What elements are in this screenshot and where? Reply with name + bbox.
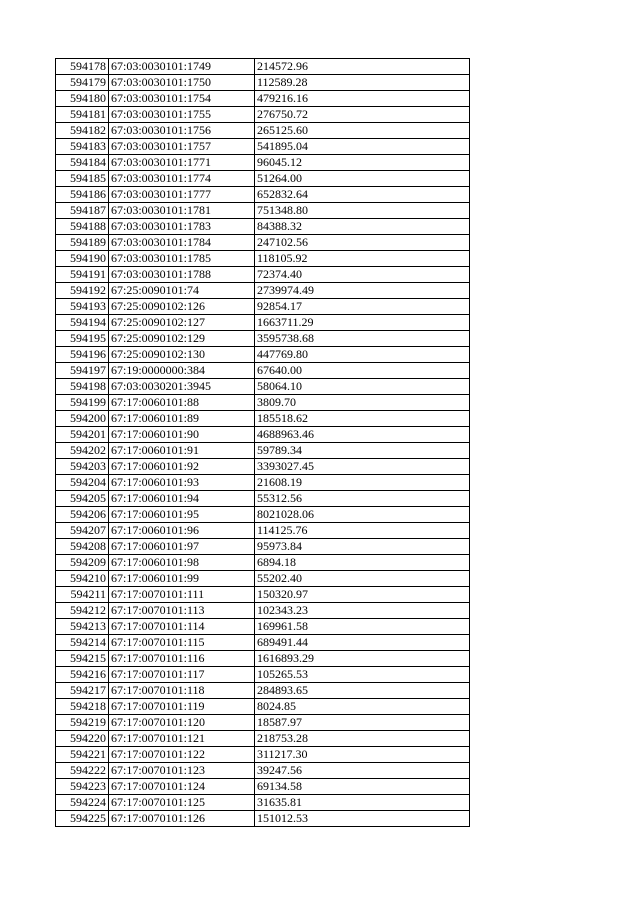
table-row [56,91,470,107]
cell-cadastral-number: 67:25:0090102:129 [109,331,255,347]
table-row [56,283,470,299]
cell-row-number: 594223 [56,779,109,795]
cell-row-number: 594178 [56,59,109,75]
cell-row-number: 594220 [56,731,109,747]
cell-cadastral-number: 67:17:0070101:122 [109,747,255,763]
cell-row-number: 594199 [56,395,109,411]
cell-row-number: 594196 [56,347,109,363]
table-row [56,731,470,747]
cell-value: 118105.92 [255,251,470,267]
cell-value: 284893.65 [255,683,470,699]
cell-row-number: 594214 [56,635,109,651]
cell-value: 3595738.68 [255,331,470,347]
cell-value: 51264.00 [255,171,470,187]
cell-value: 114125.76 [255,523,470,539]
table-row [56,491,470,507]
cell-row-number: 594194 [56,315,109,331]
cell-value: 8024.85 [255,699,470,715]
table-row [56,299,470,315]
cell-value: 31635.81 [255,795,470,811]
cell-value: 689491.44 [255,635,470,651]
cell-value: 6894.18 [255,555,470,571]
cell-cadastral-number: 67:17:0070101:118 [109,683,255,699]
cell-row-number: 594221 [56,747,109,763]
cell-row-number: 594204 [56,475,109,491]
cell-value: 185518.62 [255,411,470,427]
table-row [56,155,470,171]
cell-value: 276750.72 [255,107,470,123]
data-table [55,58,470,827]
cell-cadastral-number: 67:03:0030201:3945 [109,379,255,395]
cell-row-number: 594189 [56,235,109,251]
table-row [56,395,470,411]
cell-value: 1663711.29 [255,315,470,331]
table-row [56,251,470,267]
table-row [56,635,470,651]
cell-row-number: 594184 [56,155,109,171]
cell-value: 311217.30 [255,747,470,763]
table-row [56,427,470,443]
cell-cadastral-number: 67:25:0090101:74 [109,283,255,299]
cell-value: 67640.00 [255,363,470,379]
table-row [56,523,470,539]
cell-cadastral-number: 67:03:0030101:1756 [109,123,255,139]
cell-row-number: 594192 [56,283,109,299]
cell-value: 105265.53 [255,667,470,683]
cell-row-number: 594179 [56,75,109,91]
cell-cadastral-number: 67:17:0070101:113 [109,603,255,619]
cell-row-number: 594208 [56,539,109,555]
cell-cadastral-number: 67:17:0070101:111 [109,587,255,603]
table-row [56,411,470,427]
table-row [56,571,470,587]
cell-cadastral-number: 67:17:0070101:116 [109,651,255,667]
cell-cadastral-number: 67:17:0070101:119 [109,699,255,715]
table-row [56,603,470,619]
cell-value: 8021028.06 [255,507,470,523]
cell-cadastral-number: 67:17:0060101:96 [109,523,255,539]
cell-value: 4688963.46 [255,427,470,443]
cell-cadastral-number: 67:17:0060101:98 [109,555,255,571]
table-row [56,747,470,763]
cell-value: 72374.40 [255,267,470,283]
cell-cadastral-number: 67:17:0070101:117 [109,667,255,683]
cell-row-number: 594210 [56,571,109,587]
cell-value: 265125.60 [255,123,470,139]
cell-row-number: 594197 [56,363,109,379]
cell-cadastral-number: 67:17:0060101:89 [109,411,255,427]
table-row [56,699,470,715]
cell-value: 59789.34 [255,443,470,459]
cell-value: 3809.70 [255,395,470,411]
table-row [56,539,470,555]
cell-row-number: 594181 [56,107,109,123]
cell-value: 18587.97 [255,715,470,731]
cell-row-number: 594186 [56,187,109,203]
table-row [56,715,470,731]
cell-row-number: 594191 [56,267,109,283]
table-row [56,763,470,779]
table-row [56,507,470,523]
cell-row-number: 594218 [56,699,109,715]
cell-row-number: 594219 [56,715,109,731]
cell-row-number: 594195 [56,331,109,347]
cell-cadastral-number: 67:03:0030101:1757 [109,139,255,155]
cell-value: 214572.96 [255,59,470,75]
cell-value: 21608.19 [255,475,470,491]
cell-value: 96045.12 [255,155,470,171]
cell-value: 169961.58 [255,619,470,635]
cell-cadastral-number: 67:17:0060101:91 [109,443,255,459]
table-row [56,171,470,187]
cell-cadastral-number: 67:17:0060101:93 [109,475,255,491]
cell-cadastral-number: 67:03:0030101:1777 [109,187,255,203]
cell-cadastral-number: 67:17:0070101:121 [109,731,255,747]
cell-row-number: 594200 [56,411,109,427]
table-row [56,331,470,347]
cell-row-number: 594216 [56,667,109,683]
cell-cadastral-number: 67:03:0030101:1754 [109,91,255,107]
table-row [56,219,470,235]
table-row [56,123,470,139]
cell-row-number: 594206 [56,507,109,523]
cell-row-number: 594201 [56,427,109,443]
cell-row-number: 594198 [56,379,109,395]
cell-cadastral-number: 67:17:0060101:97 [109,539,255,555]
cell-row-number: 594205 [56,491,109,507]
cell-cadastral-number: 67:17:0060101:95 [109,507,255,523]
table-row [56,235,470,251]
cell-row-number: 594224 [56,795,109,811]
cell-cadastral-number: 67:17:0070101:126 [109,811,255,827]
table-row [56,187,470,203]
cell-value: 247102.56 [255,235,470,251]
table-row [56,379,470,395]
cell-cadastral-number: 67:17:0060101:92 [109,459,255,475]
cell-value: 102343.23 [255,603,470,619]
cell-row-number: 594193 [56,299,109,315]
cell-cadastral-number: 67:17:0070101:114 [109,619,255,635]
cell-cadastral-number: 67:03:0030101:1750 [109,75,255,91]
cell-value: 2739974.49 [255,283,470,299]
cell-row-number: 594188 [56,219,109,235]
cell-value: 541895.04 [255,139,470,155]
cell-value: 218753.28 [255,731,470,747]
cell-cadastral-number: 67:03:0030101:1785 [109,251,255,267]
cell-row-number: 594203 [56,459,109,475]
table-row [56,459,470,475]
cell-value: 92854.17 [255,299,470,315]
cell-cadastral-number: 67:03:0030101:1749 [109,59,255,75]
cell-cadastral-number: 67:03:0030101:1781 [109,203,255,219]
cell-cadastral-number: 67:03:0030101:1783 [109,219,255,235]
table-row [56,139,470,155]
cell-value: 479216.16 [255,91,470,107]
table-row [56,619,470,635]
table-row [56,315,470,331]
cell-cadastral-number: 67:17:0070101:123 [109,763,255,779]
cell-cadastral-number: 67:17:0070101:120 [109,715,255,731]
cell-cadastral-number: 67:25:0090102:130 [109,347,255,363]
table-row [56,795,470,811]
cell-value: 95973.84 [255,539,470,555]
cell-cadastral-number: 67:17:0070101:115 [109,635,255,651]
cell-row-number: 594217 [56,683,109,699]
cell-value: 652832.64 [255,187,470,203]
cell-row-number: 594212 [56,603,109,619]
cell-value: 151012.53 [255,811,470,827]
cell-cadastral-number: 67:17:0060101:94 [109,491,255,507]
cell-value: 55312.56 [255,491,470,507]
cell-value: 3393027.45 [255,459,470,475]
table-row [56,667,470,683]
table-row [56,107,470,123]
cell-cadastral-number: 67:03:0030101:1774 [109,171,255,187]
cell-cadastral-number: 67:03:0030101:1755 [109,107,255,123]
table-row [56,555,470,571]
cell-row-number: 594213 [56,619,109,635]
cell-row-number: 594202 [56,443,109,459]
cell-row-number: 594209 [56,555,109,571]
table-row [56,363,470,379]
cell-value: 55202.40 [255,571,470,587]
cell-cadastral-number: 67:03:0030101:1788 [109,267,255,283]
cell-row-number: 594182 [56,123,109,139]
cell-value: 150320.97 [255,587,470,603]
table-row [56,267,470,283]
table-row [56,683,470,699]
cell-value: 447769.80 [255,347,470,363]
table-row [56,59,470,75]
table-row [56,347,470,363]
table-body [56,59,470,827]
cell-value: 84388.32 [255,219,470,235]
cell-cadastral-number: 67:03:0030101:1771 [109,155,255,171]
cell-row-number: 594180 [56,91,109,107]
cell-cadastral-number: 67:25:0090102:126 [109,299,255,315]
table-row [56,443,470,459]
cell-cadastral-number: 67:19:0000000:384 [109,363,255,379]
cell-row-number: 594183 [56,139,109,155]
cell-cadastral-number: 67:03:0030101:1784 [109,235,255,251]
cell-cadastral-number: 67:17:0060101:99 [109,571,255,587]
cell-row-number: 594185 [56,171,109,187]
cell-row-number: 594211 [56,587,109,603]
cell-row-number: 594222 [56,763,109,779]
cell-cadastral-number: 67:17:0070101:124 [109,779,255,795]
cell-cadastral-number: 67:25:0090102:127 [109,315,255,331]
table-row [56,811,470,827]
cell-row-number: 594207 [56,523,109,539]
cell-row-number: 594190 [56,251,109,267]
table-row [56,203,470,219]
cell-value: 58064.10 [255,379,470,395]
cell-row-number: 594187 [56,203,109,219]
table-row [56,779,470,795]
cell-value: 751348.80 [255,203,470,219]
table-row [56,651,470,667]
cell-value: 1616893.29 [255,651,470,667]
cell-cadastral-number: 67:17:0060101:88 [109,395,255,411]
table-row [56,75,470,91]
cell-row-number: 594215 [56,651,109,667]
table-row [56,475,470,491]
table-row [56,587,470,603]
cell-value: 112589.28 [255,75,470,91]
cell-value: 69134.58 [255,779,470,795]
cell-cadastral-number: 67:17:0070101:125 [109,795,255,811]
cell-cadastral-number: 67:17:0060101:90 [109,427,255,443]
cell-row-number: 594225 [56,811,109,827]
cell-value: 39247.56 [255,763,470,779]
